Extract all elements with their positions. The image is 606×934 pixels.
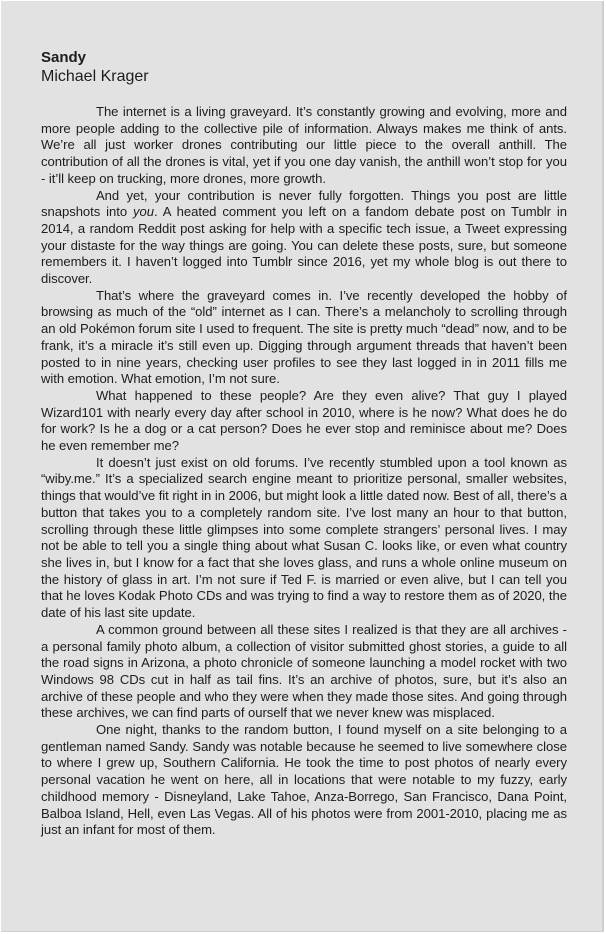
- paragraph-text: A common ground between all these sites I realized is that they are all archives - a personal family photo album, a collection of visitor submitted ghost stories, a guide to all the road signs in Arizona, a photo chronicle of someone launching a model rocket with two Windows 98 CDs cut in half as tail fins. It’s an archive of photos, sure, but it’s also an archive of these people and who they were when they made those sites. And going through these archives, we can find parts of ourself that we never knew was misplaced.: [41, 621, 567, 721]
- paragraph-text: One night, thanks to the random button, I found myself on a site belonging to a gentleman named Sandy. Sandy was notable because he seemed to live somewhere close to where I grew up, Southern California. He took the time to post photos of nearly every personal vacation he went on here, all in locations that were notable to my fuzzy, early childhood memory - Disneyland, Lake Tahoe, Anza-Borrego, San Francisco, Dana Point, Balboa Island, Hell, even Las Vegas. All of his photos were from 2001-2010, placing me as just an infant for most of them.: [41, 722, 567, 838]
- author-name: Michael Krager: [41, 68, 149, 85]
- paragraph: [41, 104, 567, 188]
- document-page: [1, 1, 604, 932]
- paragraph: [41, 288, 567, 388]
- paragraph-text: And yet, your contribution is never fully forgotten. Things you post are little snapshots into: [41, 187, 567, 220]
- paragraph-text: The internet is a living graveyard. It’s constantly growing and evolving, more and more people adding to the collective pile of information. Always makes me think of ants. We’re all just worker drones contributing our little piece to the overall anthill. The contribution of all the drones is vital, yet if you one day vanish, the anthill won’t stop for you - it’ll keep on trucking, more drones, more growth.: [41, 104, 567, 186]
- paragraph: [41, 388, 567, 455]
- paragraph-text: It doesn’t just exist on old forums. I’ve recently stumbled upon a tool known as “wiby.me.” It’s a specialized search engine meant to prioritize personal, smaller websites, things that would’ve fit right in in 2006, but might look a little dated now. Best of all, there’s a button that takes you to a completely random site. I’ve lost many an hour to that button, scrolling through these little glimpses into some complete strangers’ personal lives. I may not be able to tell you a single thing about what Susan C. looks like, or even what country she lives in, but I know for a fact that she loves glass, and runs a whole online museum on the history of glass in art. I’m not sure if Ted F. is married or even alive, but I can tell you that he loves Kodak Photo CDs and was trying to find a way to restore them as of 2020, the date of his last site update.: [41, 454, 567, 621]
- paragraph-text: What happened to these people? Are they even alive? That guy I played Wizard101 with nearly every day after school in 2010, where is he now? What does he do for work? Is he a dog or a cat person? Does he ever stop and reminisce about me? Does he even remember me?: [41, 387, 567, 454]
- paragraph-text: . A heated comment you left on a fandom debate post on Tumblr in 2014, a random Reddit post asking for help with a specific tech issue, a Tweet expressing your distaste for the way things are going. You can delete these posts, sure, but someone remembers it. I haven’t logged into Tumblr since 2016, yet my whole blog is out there to discover.: [41, 204, 567, 287]
- paragraph: [41, 722, 567, 839]
- story-title: Sandy: [41, 49, 87, 66]
- paragraph-text: That’s where the graveyard comes in. I’ve recently developed the hobby of browsing as much of the “old” internet as I can. There’s a melancholy to scrolling through an old Pokémon forum site I used to frequent. The site is pretty much “dead” now, and to be frank, it’s a miracle it’s still even up. Digging through argument threads that haven’t been posted to in nine years, checking user profiles to see they last logged in in 2011 fills me with emotion. What emotion, I’m not sure.: [41, 287, 567, 387]
- emphasized-text: you: [133, 204, 154, 220]
- paragraph: [41, 188, 567, 288]
- paragraph: [41, 455, 567, 622]
- paragraph: [41, 622, 567, 722]
- document-content: [41, 49, 567, 839]
- story-body: [41, 104, 567, 839]
